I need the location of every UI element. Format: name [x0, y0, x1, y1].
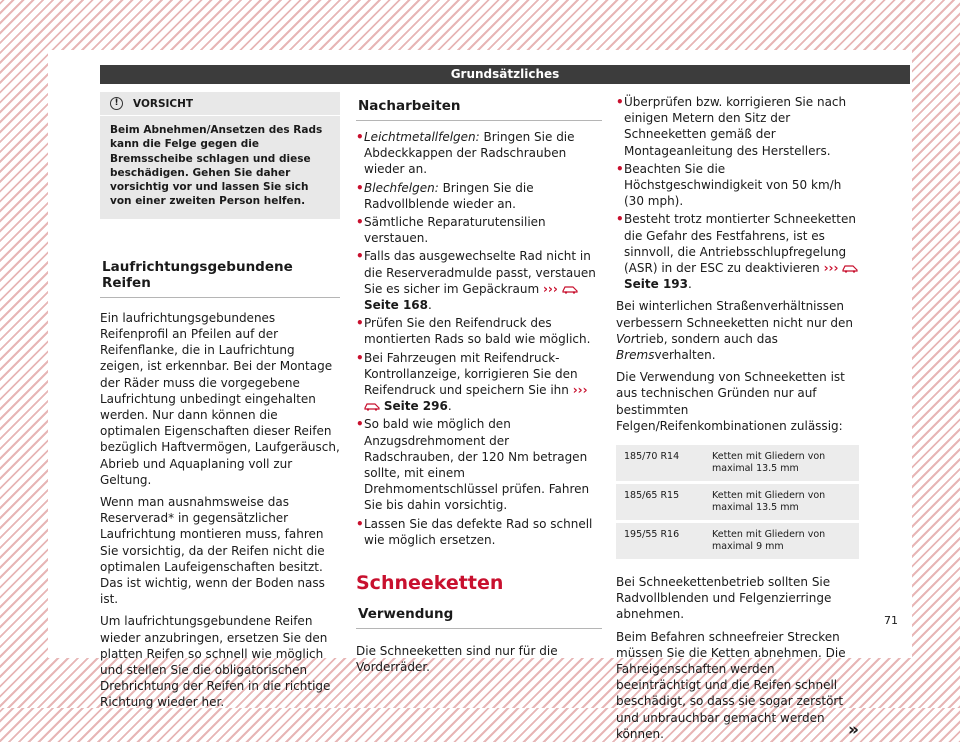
- paragraph: Um laufrichtungsgebundene Reifen wieder anzubringen, ersetzen Sie den platten Reifen so schnell wie möglich und stellen Sie die obligatorischen Drehrichtung der Reifen in die richtige Richtung wieder her.: [100, 614, 331, 710]
- table-row: [616, 523, 859, 559]
- list-item: • Falls das ausgewechselte Rad nicht in die Reserveradmulde passt, verstauen Sie es sicher im Gepäckraum ››› Seite 168.: [356, 249, 596, 313]
- car-manual-icon: [842, 263, 858, 273]
- caution-title: VORSICHT: [133, 97, 194, 110]
- caution-box: [100, 92, 340, 219]
- column-middle: [356, 92, 602, 675]
- page-ref-link[interactable]: Seite 296: [383, 399, 448, 414]
- page: [48, 50, 912, 741]
- list-item: • Überprüfen bzw. korrigieren Sie nach einigen Metern den Sitz der Schneeketten gemäß der Montageanleitung des Herstellers.: [616, 95, 847, 158]
- page-ref-link[interactable]: Seite 168: [364, 298, 428, 313]
- caution-text: Beim Abnehmen/Ansetzen des Rads kann die Felge gegen die Bremsscheibe schlagen und diese beschädigen. Gehen Sie daher vorsichtig vor und lassen Sie sich von einer zweiten Person helfen.: [110, 124, 323, 208]
- paragraph: Ein laufrichtungsgebundenes Reifenprofil an Pfeilen auf der Reifenflanke, die in Laufrichtung zeigen, ist erkennbar. Bei der Montage der Räder muss die vorgegebene Laufrichtung unbedingt eingehalten werden. Nur dann können die optimalen Eigenschaften dieser Reifen bezüglich Haftvermögen, Laufgeräusch, Abrieb und Aquaplaning voll zur Geltung.: [100, 310, 340, 487]
- section-title-schneeketten: Schneeketten: [356, 572, 504, 595]
- table-row: [616, 484, 859, 520]
- table-cell-desc: Ketten mit Gliedern von maximal 9 mm: [704, 523, 859, 559]
- list-item: • Blechfelgen: Bringen Sie die Radvollblende wieder an.: [356, 180, 534, 211]
- column-right: [616, 92, 859, 742]
- page-ref-link[interactable]: Seite 193: [624, 277, 688, 292]
- table-cell-desc: Ketten mit Gliedern von maximal 13.5 mm: [704, 445, 859, 481]
- list-item: • Besteht trotz montierter Schneeketten die Gefahr des Festfahrens, ist es sinnvoll, die Antriebsschlupfregelung (ASR) in der ESC zu deaktivieren ››› Seite 193.: [616, 211, 859, 292]
- car-manual-icon: [364, 401, 380, 411]
- list-item: • Leichtmetallfelgen: Bringen Sie die Abdeckkappen der Radschrauben wieder an.: [356, 130, 575, 177]
- page-number: 71: [884, 614, 898, 627]
- list-item: • Sämtliche Reparaturutensilien verstauen.: [356, 215, 546, 246]
- warning-circle-icon: !: [110, 97, 123, 110]
- list-item: • Prüfen Sie den Reifendruck des montierten Rads so bald wie möglich.: [356, 316, 591, 347]
- paragraph: Bei winterlichen Straßenverhältnissen verbessern Schneeketten nicht nur den Vortrieb, sondern auch das Bremsverhalten.: [616, 299, 853, 363]
- list-item: • So bald wie möglich den Anzugsdrehmoment der Radschrauben, der 120 Nm betragen sollte, mit einem Drehmomentschlüssel prüfen. Fahren Sie bis dahin vorsichtig.: [356, 417, 590, 513]
- heading-verwendung: Verwendung: [356, 606, 602, 629]
- table-cell-size: 185/65 R15: [616, 484, 704, 520]
- table-cell-desc: Ketten mit Gliedern von maximal 13.5 mm: [704, 484, 859, 520]
- paragraph: Wenn man ausnahmsweise das Reserverad* in gegensätzlicher Laufrichtung montieren muss, fahren Sie vorsichtig, da der Reifen nicht die optimalen Laufeigenschaften besitzt. Das ist wichtig, wenn der Boden nass ist.: [100, 495, 325, 607]
- list-item: • Lassen Sie das defekte Rad so schnell wie möglich ersetzen.: [356, 516, 593, 547]
- list-item: • Beachten Sie die Höchstgeschwindigkeit von 50 km/h (30 mph).: [616, 161, 842, 209]
- section-header: Grundsätzliches: [100, 65, 910, 84]
- table-row: [616, 445, 859, 481]
- column-left: [100, 92, 340, 711]
- bullet-list: [616, 94, 859, 292]
- bullet-list: [356, 129, 602, 548]
- heading-nacharbeiten: Nacharbeiten: [356, 92, 602, 121]
- paragraph: Die Schneeketten sind nur für die Vorderräder.: [356, 644, 558, 675]
- list-item: • Bei Fahrzeugen mit Reifendruck-Kontrollanzeige, korrigieren Sie den Reifendruck und speichern Sie ihn ››› Seite 296.: [356, 350, 588, 414]
- caution-header: [100, 92, 340, 116]
- table-cell-size: 195/55 R16: [616, 523, 704, 559]
- paragraph: Beim Befahren schneefreier Strecken müssen Sie die Ketten abnehmen. Die Fahreigenschaften werden beeinträchtigt und die Reifen schnell beschädigt, so dass sie sogar zerstört und unbrauchbar gemacht werden können. »: [616, 629, 859, 741]
- paragraph: Die Verwendung von Schneeketten ist aus technischen Gründen nur auf bestimmten Felgen/Reifenkombinationen zulässig:: [616, 370, 845, 433]
- paragraph: Bei Schneekettenbetrieb sollten Sie Radvollblenden und Felgenzierringe abnehmen.: [616, 575, 832, 622]
- chain-size-table: [616, 442, 859, 562]
- table-cell-size: 185/70 R14: [616, 445, 704, 481]
- heading-laufrichtung: Laufrichtungsgebundene Reifen: [100, 259, 340, 298]
- continue-arrow-icon: »: [848, 719, 859, 740]
- car-manual-icon: [562, 284, 578, 294]
